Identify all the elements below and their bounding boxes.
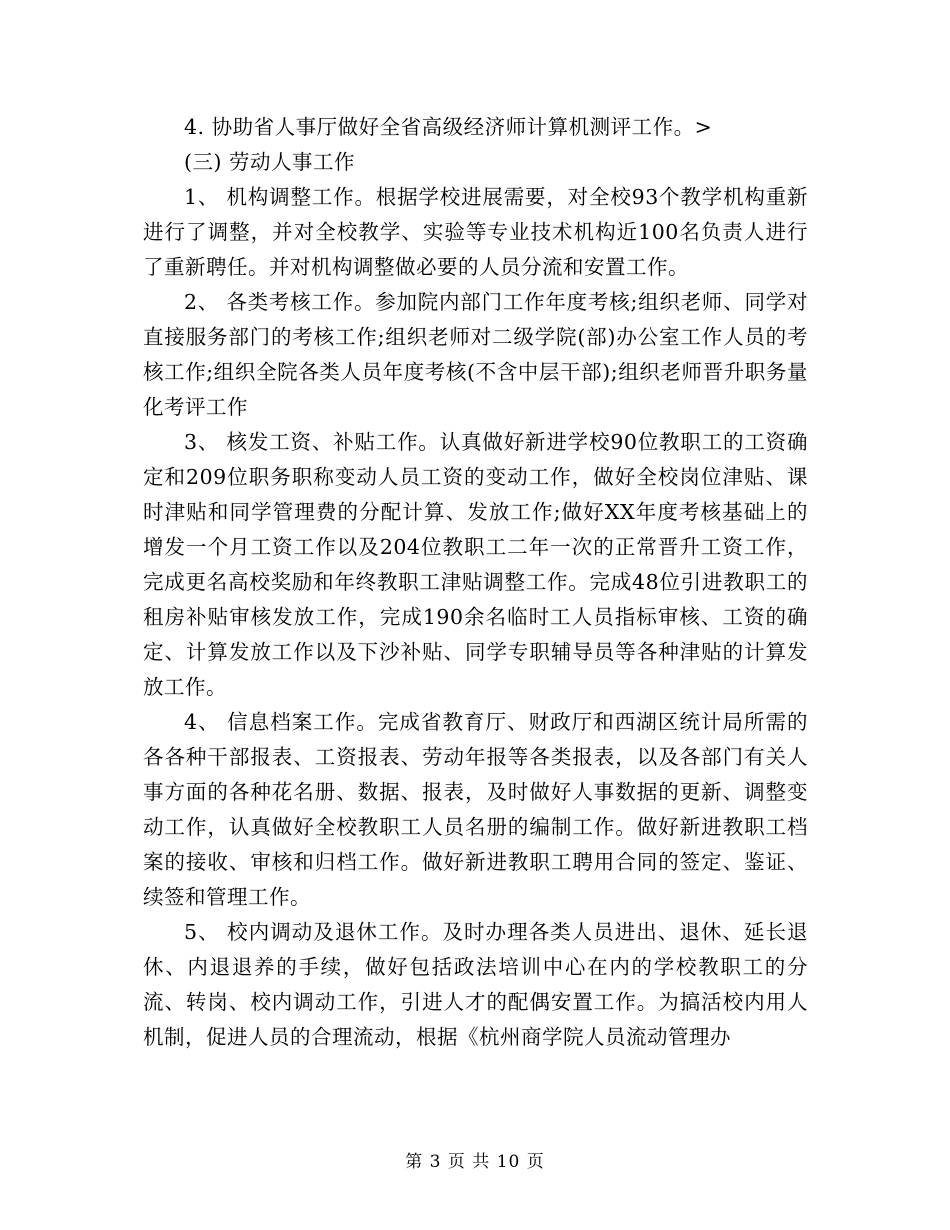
paragraph-assessment: 2、 各类考核工作。参加院内部门工作年度考核;组织老师、同学对直接服务部门的考核工作;组织老师对二级学院(部)办公室工作人员的考核工作;组织全院各类人员年度考核(不含中层干部);组织老师晋升职务量化考评工作 <box>143 290 808 419</box>
section-heading-labor-personnel: (三) 劳动人事工作 <box>184 150 356 174</box>
paragraph-info-archive: 4、 信息档案工作。完成省教育厅、财政厅和西湖区统计局所需的各各种干部报表、工资报表、劳动年报等各类报表，以及各部门有关人事方面的各种花名册、数据、报表，及时做好人事数据的更新、调整变动工作，认真做好全校教职工人员名册的编制工作。做好新进教职工档案的接收、审核和归档工作。做好新进教职工聘用合同的签定、鉴证、续签和管理工作。 <box>143 710 808 909</box>
paragraph-item-4-assist: 4. 协助省人事厅做好全省高级经济师计算机测评工作。> <box>184 115 713 139</box>
paragraph-salary-subsidy: 3、 核发工资、补贴工作。认真做好新进学校90位教职工的工资确定和209位职务职称变动人员工资的变动工作，做好全校岗位津贴、课时津贴和同学管理费的分配计算、发放工作;做好XX年度考核基础上的增发一个月工资工作以及204位教职工二年一次的正常晋升工资工作，完成更名高校奖励和年终教职工津贴调整工作。完成48位引进教职工的租房补贴审核发放工作，完成190余名临时工人员指标审核、工资的确定、计算发放工作以及下沙补贴、同学专职辅导员等各种津贴的计算发放工作。 <box>143 430 808 699</box>
page-footer <box>0 1150 950 1174</box>
paragraph-transfer-retirement: 5、 校内调动及退休工作。及时办理各类人员进出、退休、延长退休、内退退养的手续，做好包括政法培训中心在内的学校教职工的分流、转岗、校内调动工作，引进人才的配偶安置工作。为搞活校内用人机制，促进人员的合理流动，根据《杭州商学院人员流动管理办 <box>143 920 808 1049</box>
document-body <box>143 110 808 1055</box>
page-number: 第 3 页 共 10 页 <box>405 1152 545 1172</box>
paragraph-org-adjustment: 1、 机构调整工作。根据学校进展需要，对全校93个教学机构重新进行了调整，并对全校教学、实验等专业技术机构近100名负责人进行了重新聘任。并对机构调整做必要的人员分流和安置工作。 <box>143 185 808 279</box>
